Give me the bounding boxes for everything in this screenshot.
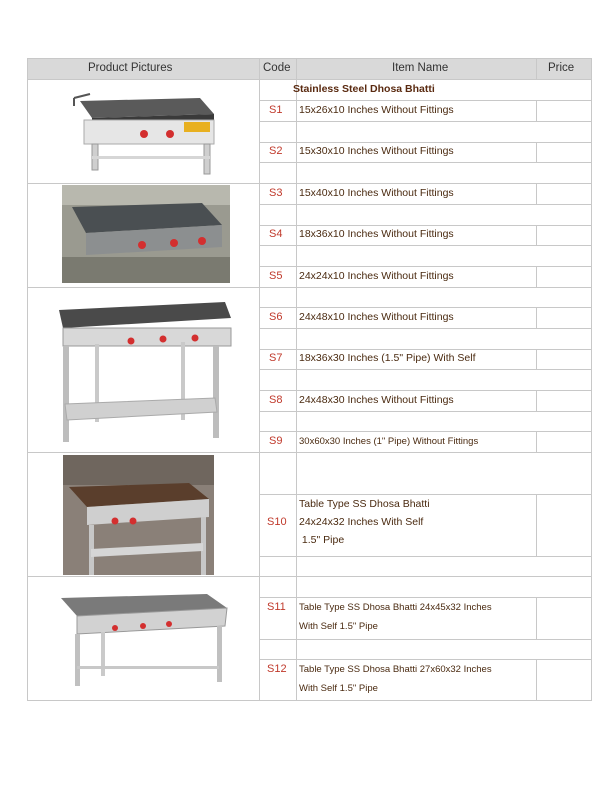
code-s4: S4 bbox=[269, 228, 283, 240]
code-s8: S8 bbox=[269, 394, 283, 406]
item-s4: 18x36x10 Inches Without Fittings bbox=[299, 228, 454, 240]
item-s12-line1: Table Type SS Dhosa Bhatti 27x60x32 Inches bbox=[299, 664, 492, 675]
code-s9: S9 bbox=[269, 435, 283, 447]
item-s8: 24x48x30 Inches Without Fittings bbox=[299, 394, 454, 406]
header-product-pictures: Product Pictures bbox=[88, 62, 173, 74]
item-s11-line2: With Self 1.5" Pipe bbox=[299, 621, 378, 632]
product-image-s6-s9 bbox=[55, 296, 235, 448]
code-s2: S2 bbox=[269, 145, 283, 157]
item-s11-line1: Table Type SS Dhosa Bhatti 24x45x32 Inches bbox=[299, 602, 492, 613]
code-s5: S5 bbox=[269, 270, 283, 282]
code-s1: S1 bbox=[269, 104, 283, 116]
header-item-name: Item Name bbox=[392, 62, 449, 74]
item-s1: 15x26x10 Inches Without Fittings bbox=[299, 104, 454, 116]
item-s3: 15x40x10 Inches Without Fittings bbox=[299, 187, 454, 199]
header-code: Code bbox=[263, 62, 291, 74]
product-image-s10 bbox=[63, 455, 214, 575]
code-s6: S6 bbox=[269, 311, 283, 323]
code-s3: S3 bbox=[269, 187, 283, 199]
item-s10-line2: 24x24x32 Inches With Self bbox=[299, 516, 424, 528]
section-title: Stainless Steel Dhosa Bhatti bbox=[293, 83, 435, 95]
product-table bbox=[27, 58, 592, 701]
item-s12-line2: With Self 1.5" Pipe bbox=[299, 683, 378, 694]
item-s6: 24x48x10 Inches Without Fittings bbox=[299, 311, 454, 323]
item-s7: 18x36x30 Inches (1.5" Pipe) With Self bbox=[299, 352, 476, 364]
item-s10-line3: 1.5" Pipe bbox=[299, 534, 345, 546]
item-s10-line1: Table Type SS Dhosa Bhatti bbox=[299, 498, 430, 510]
code-s10: S10 bbox=[267, 516, 287, 528]
code-s12: S12 bbox=[267, 663, 287, 675]
code-s7: S7 bbox=[269, 352, 283, 364]
code-s11: S11 bbox=[267, 601, 286, 613]
item-s5: 24x24x10 Inches Without Fittings bbox=[299, 270, 454, 282]
product-image-s1-s2 bbox=[62, 86, 222, 178]
product-image-s3-s5 bbox=[62, 185, 230, 283]
product-image-s11-s12 bbox=[57, 586, 229, 692]
item-s9: 30x60x30 Inches (1" Pipe) Without Fittings bbox=[299, 436, 479, 447]
header-price: Price bbox=[548, 62, 575, 74]
item-s2: 15x30x10 Inches Without Fittings bbox=[299, 145, 454, 157]
